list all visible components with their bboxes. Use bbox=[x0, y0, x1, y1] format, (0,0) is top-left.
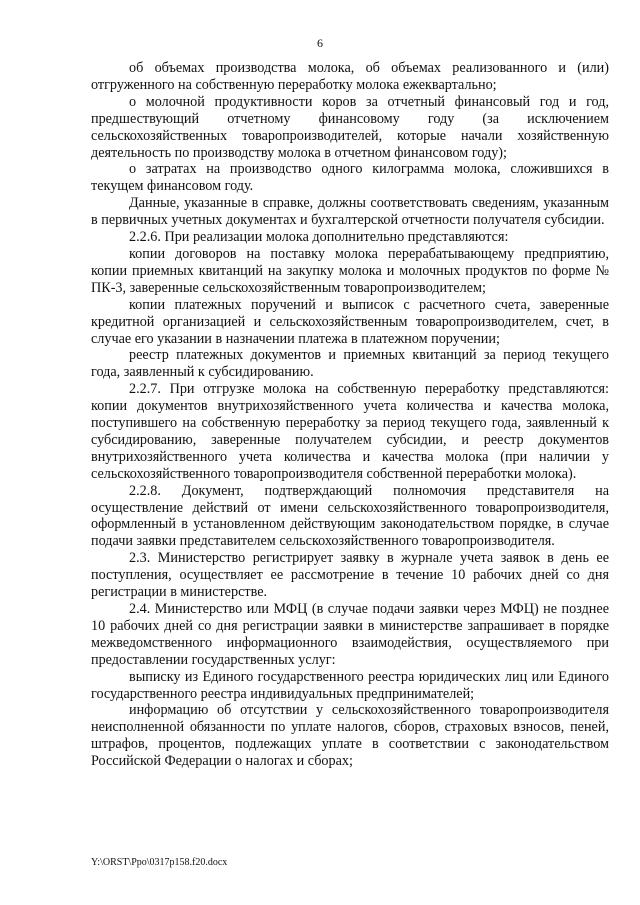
paragraph: 2.2.7. При отгрузке молока на собственную переработку представляются: копии документов внутрихозяйственного учета количества и качества молока, поступившего на собственную переработку за период текущего года, заявленный к субсидированию, заверенные получателем субсидии, и реестр документов внутрихозяйственного учета количества и качества молока (при наличии у сельскохозяйственного товаропроизводителя собственной переработки молока). bbox=[91, 381, 609, 482]
paragraph: 2.4. Министерство или МФЦ (в случае подачи заявки через МФЦ) не позднее 10 рабочих дней со дня регистрации заявки в министерстве запрашивает в порядке межведомственного информационного взаимодействия, осуществляемого при предоставлении государственных услуг: bbox=[91, 601, 609, 668]
paragraph: выписку из Единого государственного реестра юридических лиц или Единого государственного реестра индивидуальных предпринимателей; bbox=[91, 668, 609, 702]
document-body bbox=[91, 60, 609, 770]
paragraph: 2.3. Министерство регистрирует заявку в журнале учета заявок в день ее поступления, осуществляет ее рассмотрение в течение 10 рабочих дней со дня регистрации в министерстве. bbox=[91, 550, 609, 601]
paragraph: об объемах производства молока, об объемах реализованного и (или) отгруженного на собственную переработку молока ежеквартально; bbox=[91, 60, 609, 93]
paragraph: копии договоров на поставку молока перерабатывающему предприятию, копии приемных квитанций на закупку молока и молочных продуктов по форме № ПК-3, заверенные сельскохозяйственным товаропроизводителем; bbox=[91, 245, 609, 296]
file-path-footer: Y:\ORST\Ppo\0317p158.f20.docx bbox=[91, 857, 228, 868]
paragraph: информацию об отсутствии у сельскохозяйственного товаропроизводителя неисполненной обязанности по уплате налогов, сборов, страховых взносов, пеней, штрафов, процентов, подлежащих уплате в соответствии с законодательством Российской Федерации о налогах и сборах; bbox=[91, 702, 609, 770]
paragraph: 2.2.6. При реализации молока дополнительно представляются: bbox=[129, 229, 509, 246]
paragraph: копии платежных поручений и выписок с расчетного счета, заверенные кредитной организацией и сельскохозяйственным товаропроизводителем, счет, в случае его указании в назначении платежа в платежном поручении; bbox=[91, 296, 609, 347]
paragraph: о молочной продуктивности коров за отчетный финансовый год и год, предшествующий отчетному финансовому году (за исключением сельскохозяйственных товаропроизводителей, которые начали хозяйственную деятельность по производству молока в отчетном финансовом году); bbox=[91, 93, 609, 161]
paragraph: Данные, указанные в справке, должны соответствовать сведениям, указанным в первичных учетных документах и бухгалтерской отчетности получателя субсидии. bbox=[91, 195, 609, 229]
page-number: 6 bbox=[317, 36, 323, 50]
paragraph: 2.2.8. Документ, подтверждающий полномочия представителя на осуществление действий от имени сельскохозяйственного товаропроизводителя, оформленный в установленном действующим законодательством порядке, в случае подачи заявки представителем сельскохозяйственного товаропроизводителя. bbox=[91, 482, 609, 550]
paragraph: реестр платежных документов и приемных квитанций за период текущего года, заявленный к субсидированию. bbox=[91, 347, 609, 381]
paragraph: о затратах на производство одного килограмма молока, сложившихся в текущем финансовом году. bbox=[91, 161, 609, 195]
